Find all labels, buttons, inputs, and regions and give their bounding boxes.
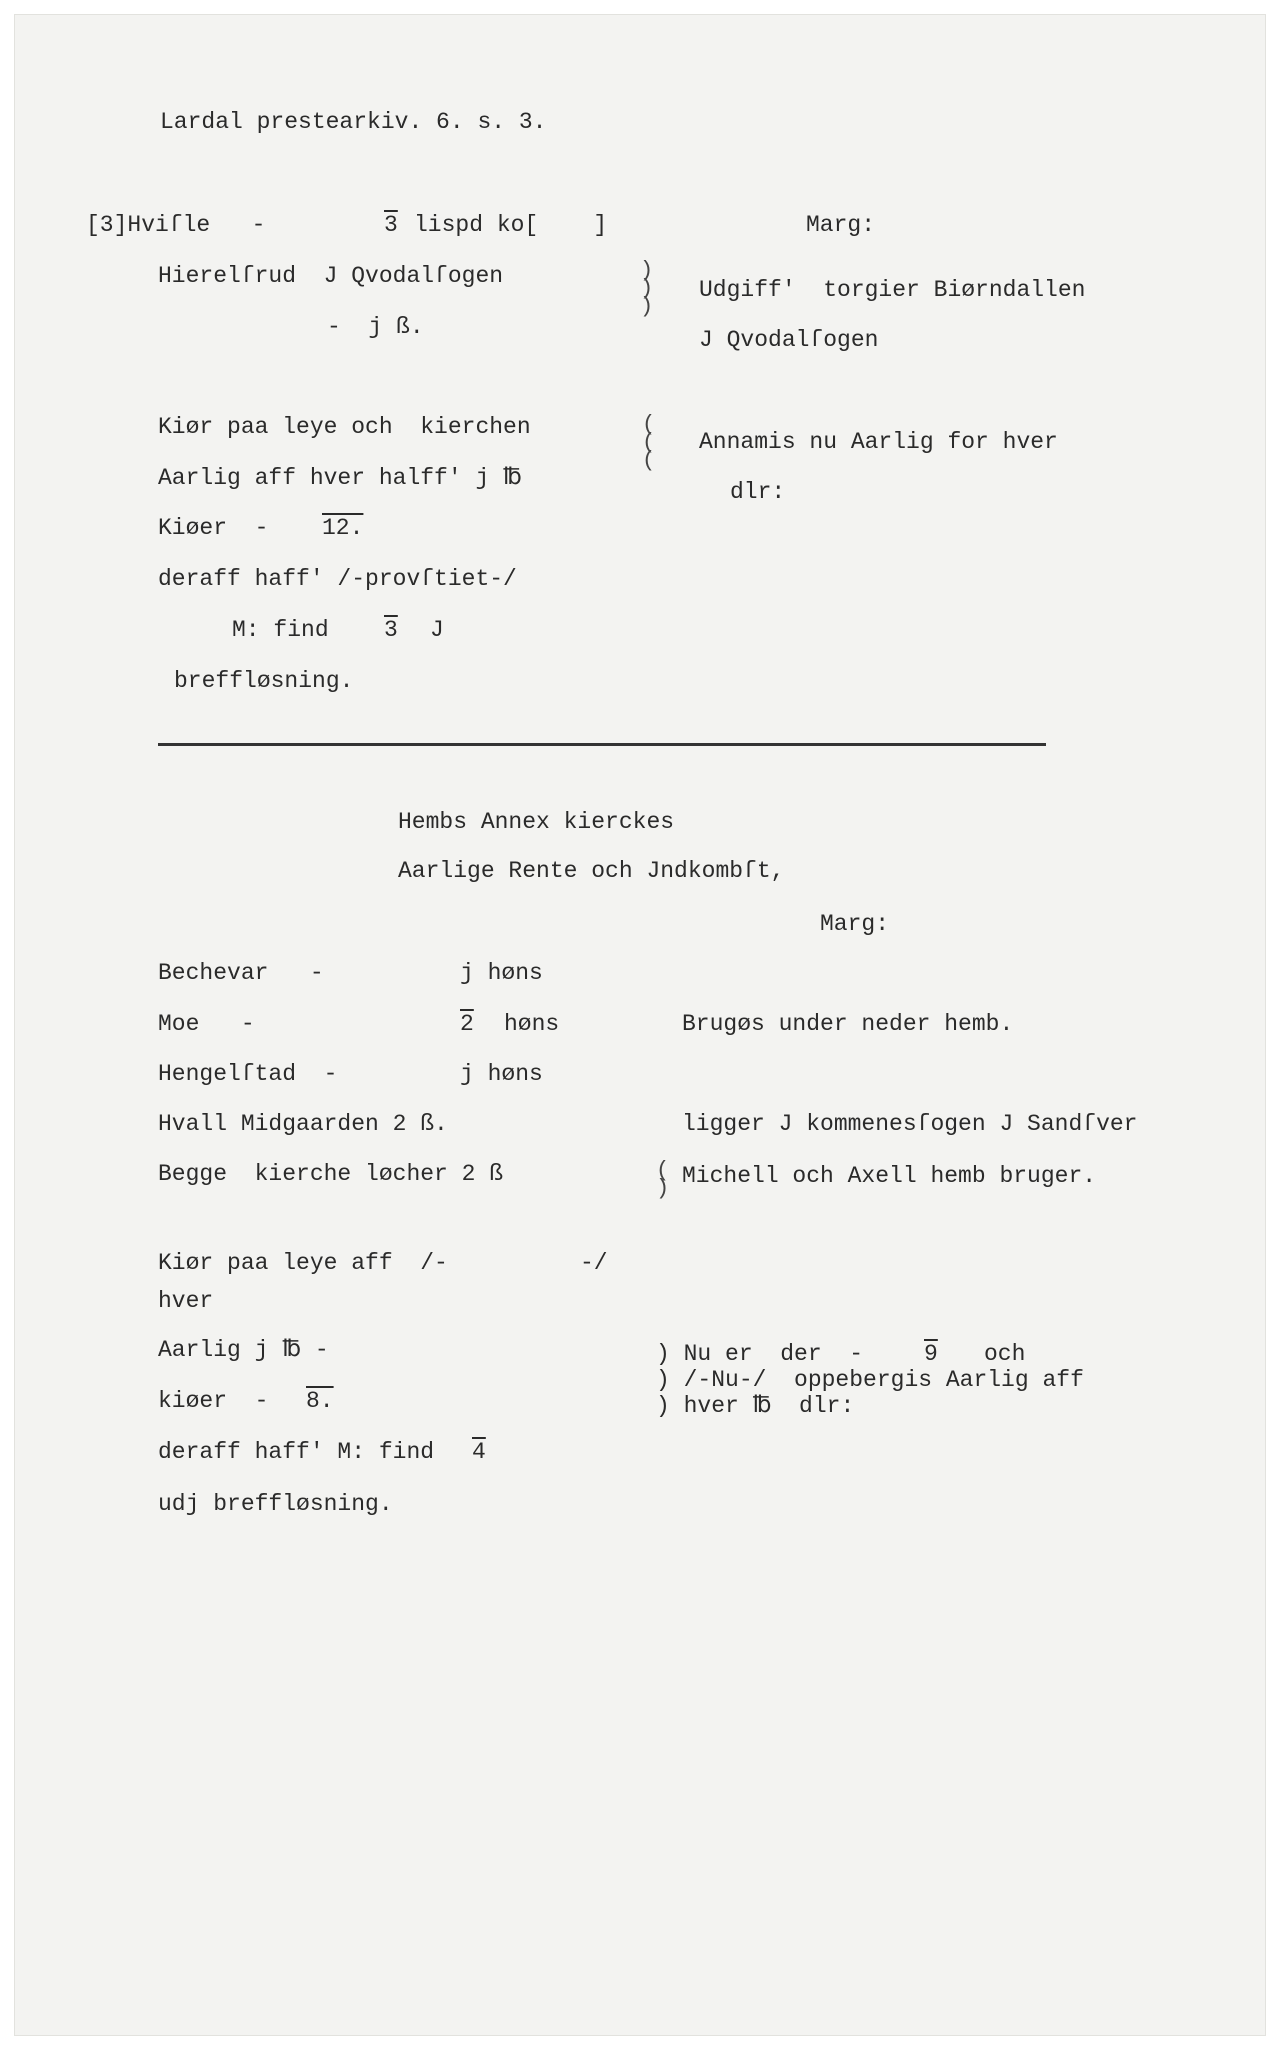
line-hierelsrud: Hierelſrud J Qvodalſogen xyxy=(158,263,504,289)
line-hver: hver xyxy=(158,1288,214,1314)
lispd-text: lispd ko[ ] xyxy=(414,212,608,238)
margin-label-1: Marg: xyxy=(806,212,876,238)
bracket-mark: ( ( ( xyxy=(642,412,656,473)
row-name: Hvall Midgaarden 2 ß. xyxy=(158,1111,448,1137)
kioer-number-2: 8. xyxy=(306,1388,334,1414)
row-name: Begge kierche løcher 2 ß xyxy=(158,1161,504,1187)
margin-dlr: dlr: xyxy=(730,479,786,505)
line-j-skilling: - j ß. xyxy=(327,314,424,340)
margin-label-2: Marg: xyxy=(820,911,890,937)
section-divider xyxy=(158,743,1046,746)
line-kioer: Kiøer - xyxy=(158,515,269,541)
note-och: och xyxy=(984,1341,1026,1367)
line-deraff-2: deraff haff' M: find xyxy=(158,1439,435,1465)
row-name: Hengelſtad - xyxy=(158,1061,338,1087)
margin-udgiff: Udgiff' torgier Biørndallen xyxy=(699,277,1086,303)
section-title-2: Aarlige Rente och Jndkombſt, xyxy=(398,858,785,884)
section-title-1: Hembs Annex kierckes xyxy=(398,809,675,835)
kioer-number: 12. xyxy=(322,515,364,541)
find-number: 3 xyxy=(384,617,398,643)
row-amount-number: 2 xyxy=(460,1011,474,1037)
margin-qvodalsogen: J Qvodalſogen xyxy=(699,327,879,353)
deraff-number: 4 xyxy=(472,1439,486,1465)
line-m-find: M: find xyxy=(232,617,329,643)
line-kior-paa-leye-aff: Kiør paa leye aff /- xyxy=(158,1250,448,1276)
note-oppebergis: ) /-Nu-/ oppebergis Aarlig aff xyxy=(656,1367,1084,1393)
row-note: Brugøs under neder hemb. xyxy=(682,1011,1014,1037)
find-j: J xyxy=(430,617,444,643)
line-kior-paa-leye: Kiør paa leye och kierchen xyxy=(158,414,531,440)
note-hver-dlr: ) hver ℔ dlr: xyxy=(656,1393,855,1419)
line-aarlig-aff: Aarlig aff hver halff' j ℔ xyxy=(158,465,522,491)
note-nu-er: ) Nu er der - xyxy=(656,1341,864,1367)
row-note: ligger J kommenesſogen J Sandſver xyxy=(682,1111,1138,1137)
line-kioer-2: kiøer - xyxy=(158,1388,269,1414)
line-udj: udj breffløsning. xyxy=(158,1491,393,1517)
note-nu-number: 9 xyxy=(924,1341,938,1367)
line-hvisle: [3]Hviſle - xyxy=(86,212,266,238)
row-name: Moe - xyxy=(158,1011,255,1037)
row-amount: j høns xyxy=(460,960,543,986)
lispd-number: 3 xyxy=(384,212,398,238)
row-amount: høns xyxy=(504,1011,560,1037)
page-header: Lardal prestearkiv. 6. s. 3. xyxy=(160,109,547,135)
row-name: Bechevar - xyxy=(158,960,324,986)
line-kior-end: -/ xyxy=(580,1250,608,1276)
bracket-mark: ) ) ) xyxy=(640,258,654,319)
row-amount: j høns xyxy=(460,1061,543,1087)
line-breffloesning: breffløsning. xyxy=(174,668,354,694)
row-note: Michell och Axell hemb bruger. xyxy=(682,1163,1097,1189)
line-deraff: deraff haff' /-provſtiet-/ xyxy=(158,566,517,592)
margin-annamis: Annamis nu Aarlig for hver xyxy=(699,429,1058,455)
bracket-mark: ( ) xyxy=(656,1158,670,1201)
line-aarlig: Aarlig j ℔ - xyxy=(158,1337,329,1363)
